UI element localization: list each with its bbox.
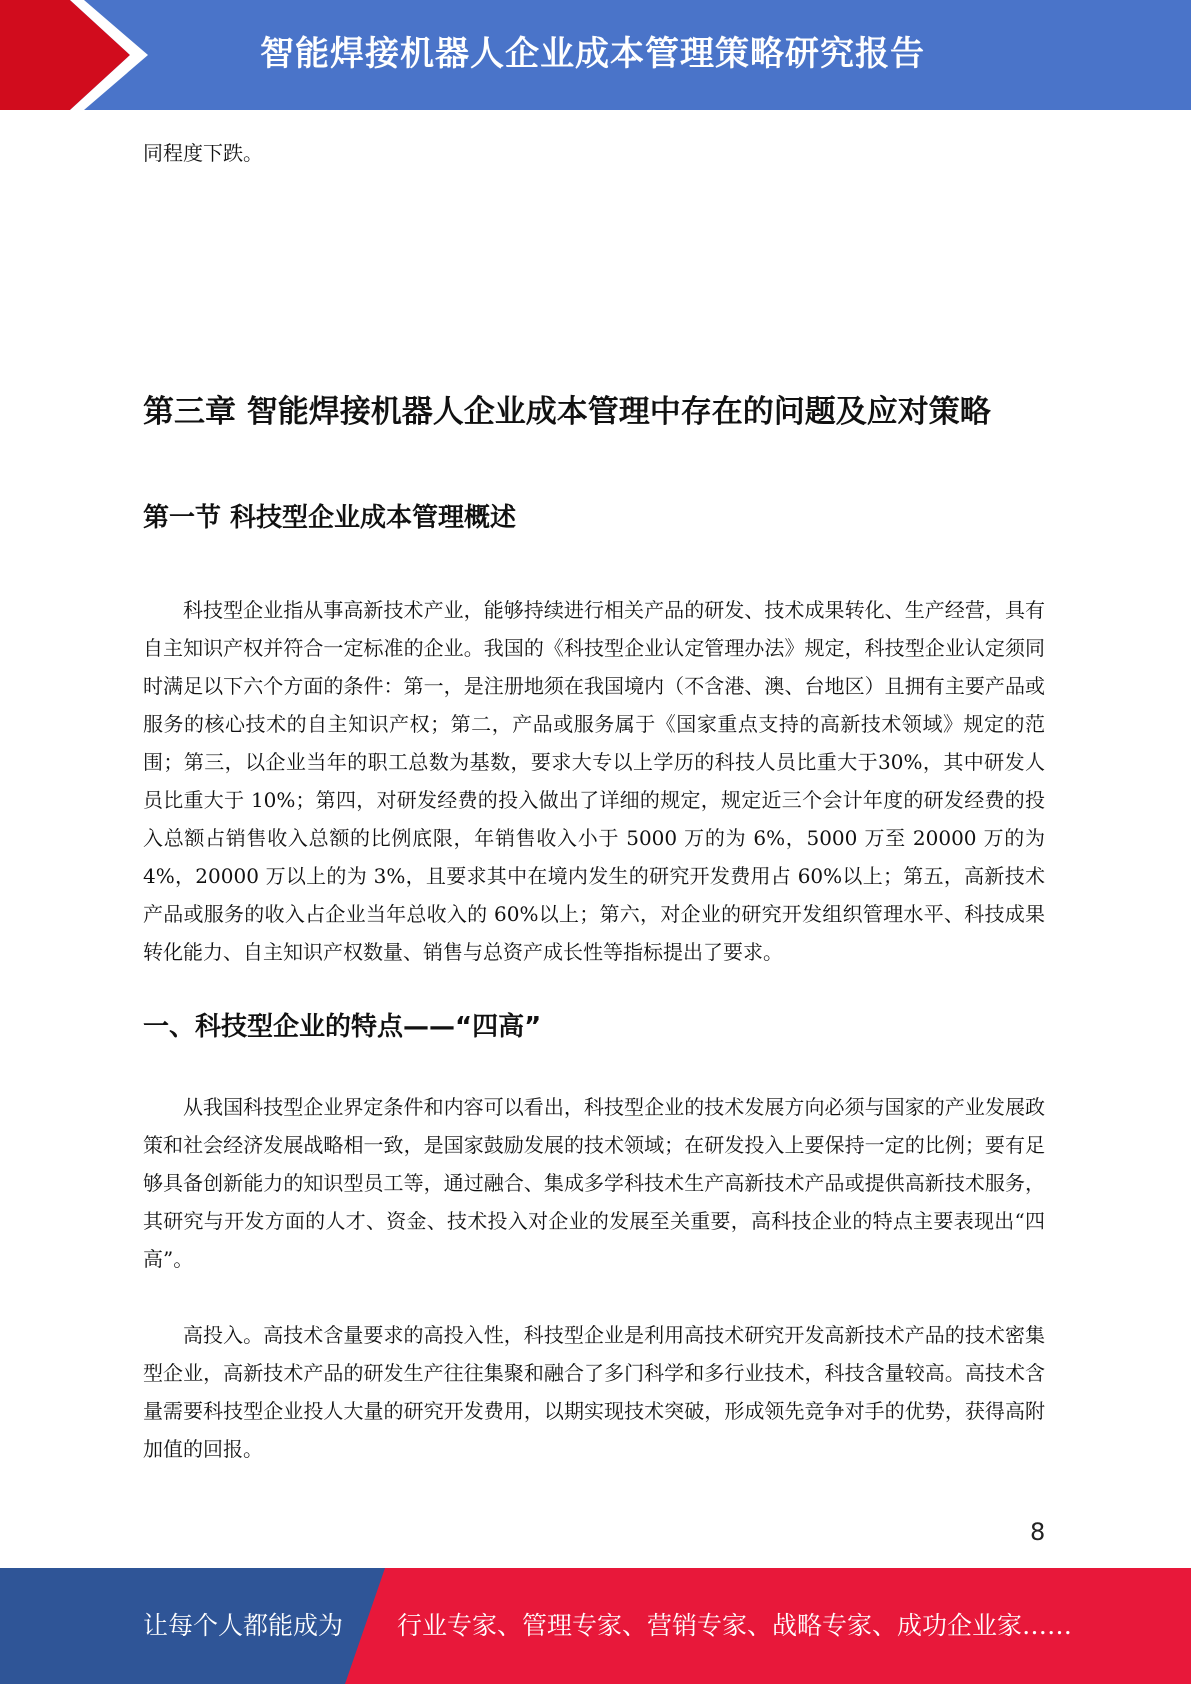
header-arrow-icon [0,0,150,110]
chapter-title: 第三章 智能焊接机器人企业成本管理中存在的问题及应对策略 [143,394,991,430]
footer-slogan-right: 行业专家、管理专家、营销专家、战略专家、成功企业家…… [397,1611,1073,1640]
footer-slogan-left: 让每个人都能成为 [143,1611,344,1640]
report-title: 智能焊接机器人企业成本管理策略研究报告 [260,34,925,74]
continued-text: 同程度下跌。 [143,141,263,165]
subsection-title: 一、科技型企业的特点——“四高” [143,1012,542,1042]
paragraph-features: 从我国科技型企业界定条件和内容可以看出，科技型企业的技术发展方向必须与国家的产业发展政策和社会经济发展战略相一致，是国家鼓励发展的技术领域；在研发投入上要保持一定的比例；要有足够具备创新能力的知识型员工等，通过融合、集成多学科技术生产高新技术产品或提供高新技术服务，其研究与开发方面的人才、资金、技术投入对企业的发展至关重要，高科技企业的特点主要表现出“四高”。 [143,1095,1045,1271]
page-header [0,0,1191,110]
paragraph-high-investment: 高投入。高技术含量要求的高投入性，科技型企业是利用高技术研究开发高新技术产品的技术密集型企业，高新技术产品的研发生产往往集聚和融合了多门科学和多行业技术，科技含量较高。高技术含量需要科技型企业投人大量的研究开发费用，以期实现技术突破，形成领先竞争对手的优势，获得高附加值的回报。 [143,1323,1045,1461]
section-title: 第一节 科技型企业成本管理概述 [143,503,517,533]
page-number: 8 [1030,1518,1046,1546]
paragraph-intro: 科技型企业指从事高新技术产业，能够持续进行相关产品的研发、技术成果转化、生产经营，具有自主知识产权并符合一定标准的企业。我国的《科技型企业认定管理办法》规定，科技型企业认定须同时满足以下六个方面的条件：第一，是注册地须在我国境内（不含港、澳、台地区）且拥有主要产品或服务的核心技术的自主知识产权；第二，产品或服务属于《国家重点支持的高新技术领域》规定的范围；第三，以企业当年的职工总数为基数，要求大专以上学历的科技人员比重大于30%，其中研发人员比重大于 10%；第四，对研发经费的投入做出了详细的规定，规定近三个会计年度的研发经费的投入总额占销售收入总额的比例底限，年销售收入小于 5000 万的为 6%，5000 万至 20000 万的为 4%，20000 万以上的为 3%，且要求其中在境内发生的研究开发费用占 60%以上；第五，高新技术产品或服务的收入占企业当年总收入的 60%以上；第六，对企业的研究开发组织管理水平、科技成果转化能力、自主知识产权数量、销售与总资产成长性等指标提出了要求。 [143,598,1045,964]
page-footer [0,1568,1191,1684]
